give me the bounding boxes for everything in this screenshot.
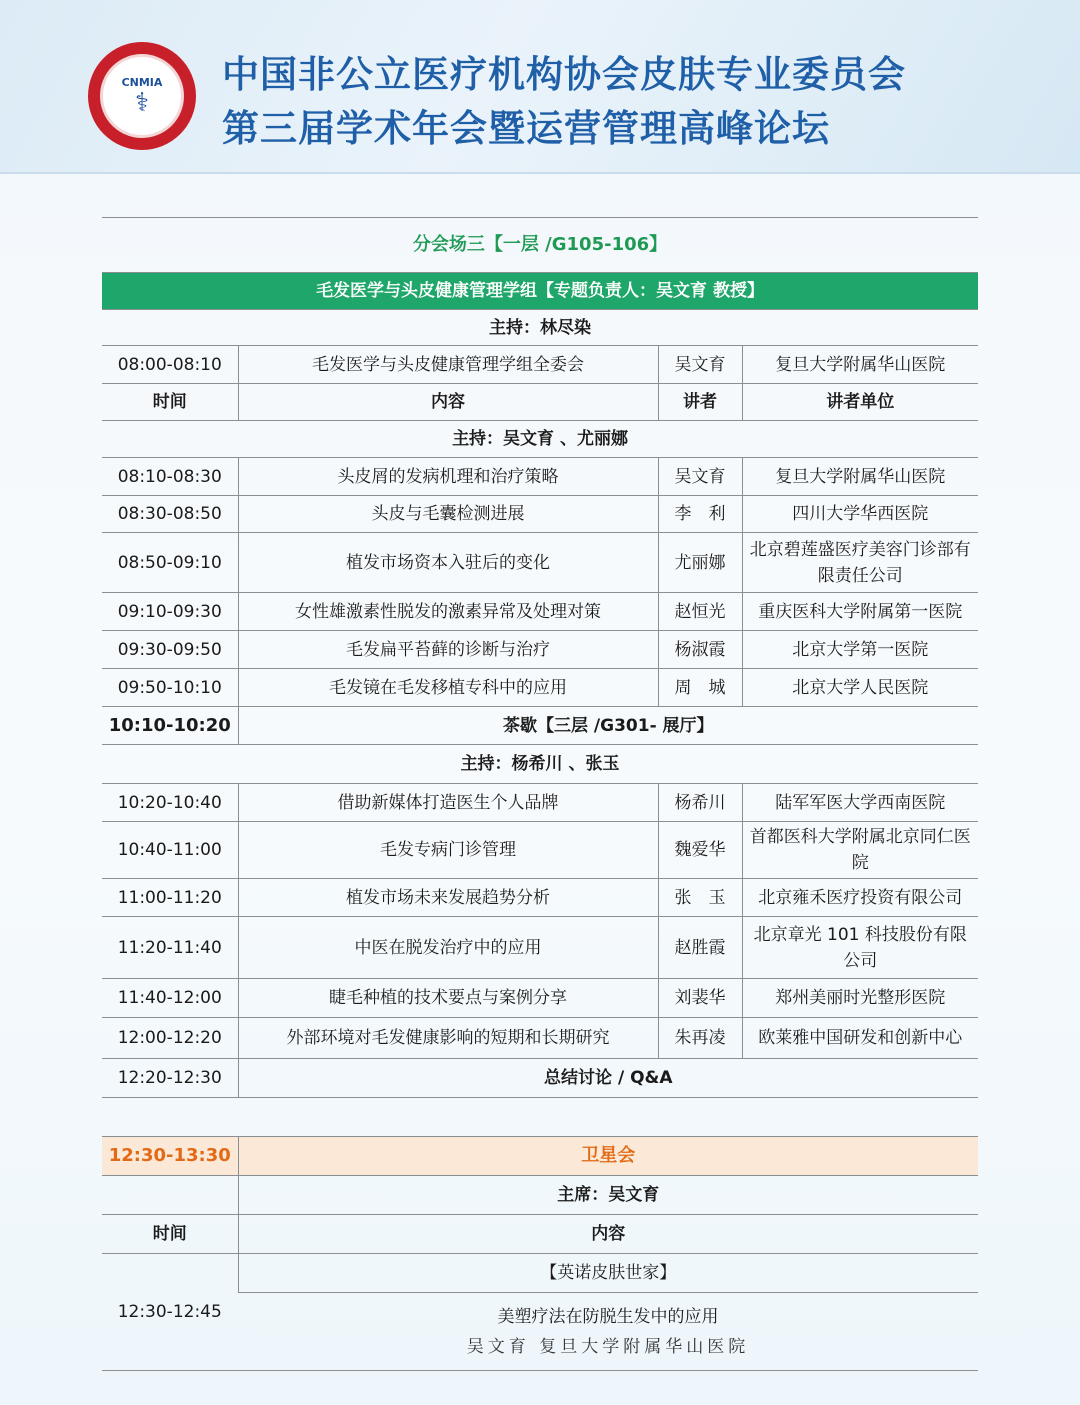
table-row	[102, 346, 978, 384]
header-content: 内容	[238, 1215, 978, 1254]
time-cell: 11:40-12:00	[102, 979, 238, 1018]
summary-row	[102, 1059, 978, 1098]
talk-cell	[238, 1293, 978, 1371]
content-cell: 植发市场资本入驻后的变化	[238, 533, 658, 593]
time-cell: 09:10-09:30	[102, 593, 238, 631]
org-cell: 首都医科大学附属北京同仁医院	[742, 822, 978, 879]
header-org: 讲者单位	[742, 384, 978, 421]
satellite-table	[102, 1136, 978, 1371]
table-row	[102, 979, 978, 1018]
table-row	[102, 784, 978, 822]
header-content: 内容	[238, 384, 658, 421]
time-cell: 10:10-10:20	[102, 707, 238, 745]
speaker-cell: 周 城	[658, 669, 742, 707]
org-cell: 复旦大学附属华山医院	[742, 346, 978, 384]
time-cell: 08:00-08:10	[102, 346, 238, 384]
satellite-time: 12:30-13:30	[102, 1137, 238, 1176]
org-cell: 四川大学华西医院	[742, 496, 978, 533]
speaker-cell: 朱再凌	[658, 1018, 742, 1059]
table-row	[102, 631, 978, 669]
table-row	[102, 879, 978, 917]
host-row	[102, 745, 978, 784]
org-cell: 北京大学人民医院	[742, 669, 978, 707]
time-cell: 10:20-10:40	[102, 784, 238, 822]
host-label: 主持：吴文育 、尤丽娜	[102, 421, 978, 458]
content-cell: 头皮与毛囊检测进展	[238, 496, 658, 533]
time-cell: 09:50-10:10	[102, 669, 238, 707]
chair-label: 主席：吴文育	[238, 1176, 978, 1215]
speaker-cell: 刘裴华	[658, 979, 742, 1018]
host-label: 主持：林尽染	[102, 310, 978, 346]
content-cell: 中医在脱发治疗中的应用	[238, 917, 658, 979]
page-header	[0, 0, 1080, 174]
logo-inner	[100, 54, 184, 138]
speaker-cell: 赵恒光	[658, 593, 742, 631]
time-cell: 11:00-11:20	[102, 879, 238, 917]
speaker-cell: 杨希川	[658, 784, 742, 822]
content-cell: 毛发扁平苔藓的诊断与治疗	[238, 631, 658, 669]
org-cell: 复旦大学附属华山医院	[742, 458, 978, 496]
org-cell: 北京雍禾医疗投资有限公司	[742, 879, 978, 917]
content-cell: 外部环境对毛发健康影响的短期和长期研究	[238, 1018, 658, 1059]
speaker-cell: 李 利	[658, 496, 742, 533]
time-cell: 11:20-11:40	[102, 917, 238, 979]
tea-break-label: 茶歇【三层 /G301- 展厅】	[238, 707, 978, 745]
venue-row	[102, 218, 978, 273]
header-time: 时间	[102, 384, 238, 421]
group-title: 毛发医学与头皮健康管理学组【专题负责人：吴文育 教授】	[102, 273, 978, 310]
org-cell: 北京碧莲盛医疗美容门诊部有限责任公司	[742, 533, 978, 593]
org-cell: 欧莱雅中国研发和创新中心	[742, 1018, 978, 1059]
sponsor-row	[102, 1254, 978, 1293]
content-cell: 植发市场未来发展趋势分析	[238, 879, 658, 917]
speaker-cell: 尤丽娜	[658, 533, 742, 593]
header-time: 时间	[102, 1215, 238, 1254]
org-cell: 北京章光 101 科技股份有限公司	[742, 917, 978, 979]
content-cell: 毛发镜在毛发移植专科中的应用	[238, 669, 658, 707]
org-cell: 郑州美丽时光整形医院	[742, 979, 978, 1018]
speaker-cell: 赵胜霞	[658, 917, 742, 979]
time-cell: 10:40-11:00	[102, 822, 238, 879]
content-cell: 睫毛种植的技术要点与案例分享	[238, 979, 658, 1018]
logo-text: CNMIA	[121, 75, 163, 89]
column-header-row	[102, 1215, 978, 1254]
time-cell: 08:50-09:10	[102, 533, 238, 593]
content-cell: 毛发医学与头皮健康管理学组全委会	[238, 346, 658, 384]
time-cell: 08:10-08:30	[102, 458, 238, 496]
speaker-cell: 张 玉	[658, 879, 742, 917]
speaker-cell: 吴文育	[658, 346, 742, 384]
tea-break-row	[102, 707, 978, 745]
empty-cell	[102, 1176, 238, 1215]
talk-speaker: 吴文育 复旦大学附属华山医院	[466, 1336, 750, 1357]
host-label: 主持：杨希川 、张玉	[102, 745, 978, 784]
host-row	[102, 421, 978, 458]
table-row	[102, 593, 978, 631]
satellite-title: 卫星会	[238, 1137, 978, 1176]
table-row	[102, 496, 978, 533]
table-row	[102, 669, 978, 707]
table-row	[102, 1018, 978, 1059]
time-cell: 12:30-12:45	[102, 1254, 238, 1371]
column-header-row	[102, 384, 978, 421]
time-cell: 08:30-08:50	[102, 496, 238, 533]
table-row	[102, 458, 978, 496]
time-cell: 12:00-12:20	[102, 1018, 238, 1059]
time-cell: 09:30-09:50	[102, 631, 238, 669]
title-line-2: 第三届学术年会暨运营管理高峰论坛	[222, 107, 830, 150]
medical-staff-icon: ⚕	[134, 87, 150, 118]
org-cell: 重庆医科大学附属第一医院	[742, 593, 978, 631]
group-row	[102, 273, 978, 310]
satellite-title-row	[102, 1137, 978, 1176]
table-row	[102, 533, 978, 593]
association-logo	[88, 42, 196, 150]
summary-label: 总结讨论 / Q&A	[238, 1059, 978, 1098]
speaker-cell: 杨淑霞	[658, 631, 742, 669]
sponsor-label: 【英诺皮肤世家】	[238, 1254, 978, 1293]
speaker-cell: 魏爱华	[658, 822, 742, 879]
talk-title: 美塑疗法在防脱生发中的应用	[497, 1306, 719, 1327]
schedule-table	[102, 217, 978, 1098]
content-cell: 借助新媒体打造医生个人品牌	[238, 784, 658, 822]
table-row	[102, 917, 978, 979]
table-row	[102, 822, 978, 879]
content-cell: 毛发专病门诊管理	[238, 822, 658, 879]
header-speaker: 讲者	[658, 384, 742, 421]
title-line-1: 中国非公立医疗机构协会皮肤专业委员会	[222, 53, 906, 96]
org-cell: 北京大学第一医院	[742, 631, 978, 669]
org-cell: 陆军军医大学西南医院	[742, 784, 978, 822]
host-row	[102, 310, 978, 346]
venue-title: 分会场三【一层 /G105-106】	[102, 218, 978, 273]
time-cell: 12:20-12:30	[102, 1059, 238, 1098]
content-cell: 头皮屑的发病机理和治疗策略	[238, 458, 658, 496]
content-cell: 女性雄激素性脱发的激素异常及处理对策	[238, 593, 658, 631]
chair-row	[102, 1176, 978, 1215]
speaker-cell: 吴文育	[658, 458, 742, 496]
